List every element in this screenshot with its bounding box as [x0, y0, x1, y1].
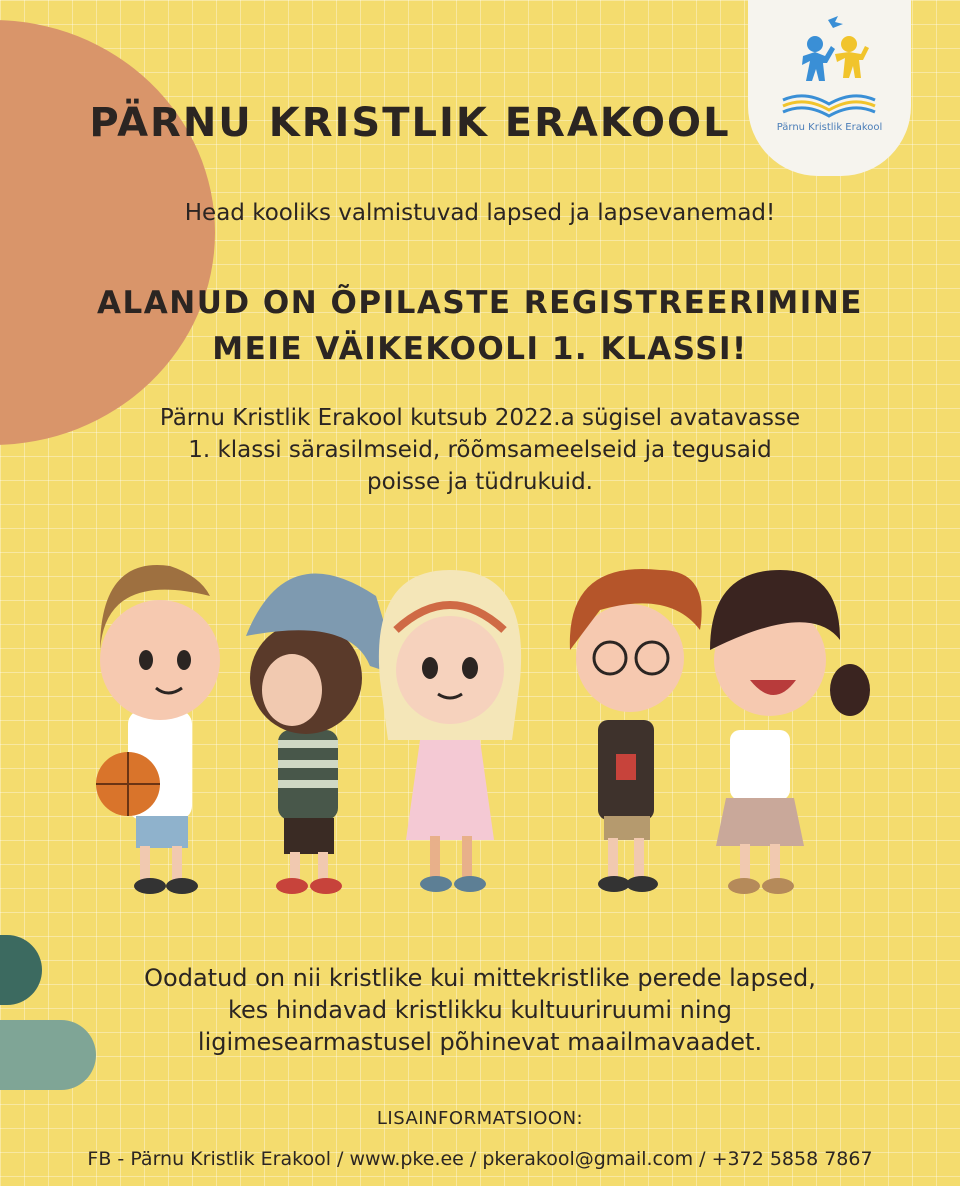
- boy-with-glasses: [570, 569, 702, 892]
- page-title: PÄRNU KRISTLIK ERAKOOL: [89, 100, 731, 146]
- decorative-circle: [0, 20, 215, 445]
- intro-line-3: poisse ja tüdrukuid.: [366, 469, 593, 495]
- closing-line-2: kes hindavad kristlikku kultuuriruumi ning: [227, 996, 733, 1024]
- headline-line-2: MEIE VÄIKEKOOLI 1. KLASSI!: [212, 331, 748, 367]
- more-info-label: LISAINFORMATSIOON:: [376, 1108, 584, 1129]
- intro-line-1: Pärnu Kristlik Erakool kutsub 2022.a sügisel avatavasse: [159, 405, 801, 431]
- children-book-dove-logo-icon: [773, 14, 886, 119]
- school-logo: [748, 0, 911, 176]
- headline-line-1: ALANUD ON ÕPILASTE REGISTREERIMINE: [97, 285, 863, 321]
- intro-paragraph: [40, 402, 920, 498]
- contact-line: FB - Pärnu Kristlik Erakool / www.pke.ee / pkerakool@gmail.com / +372 5858 7867: [87, 1148, 873, 1170]
- girl-with-headband: [379, 570, 521, 892]
- greeting-text: Head kooliks valmistuvad lapsed ja lapsevanemad!: [184, 200, 776, 226]
- registration-headline: [0, 280, 960, 372]
- intro-line-2: 1. klassi särasilmseid, rõõmsameelseid ja tegusaid: [188, 437, 772, 463]
- five-cartoon-children-illustration: [80, 540, 880, 910]
- decorative-teal-bar-top: [0, 935, 42, 1005]
- closing-line-1: Oodatud on nii kristlike kui mittekristlike perede lapsed,: [144, 964, 816, 992]
- logo-text: Pärnu Kristlik Erakool: [776, 122, 883, 133]
- closing-paragraph: [40, 962, 920, 1058]
- closing-line-3: ligimesearmastusel põhinevat maailmavaadet.: [197, 1028, 763, 1056]
- boy-with-basketball: [96, 565, 220, 894]
- laughing-girl: [710, 570, 870, 894]
- boy-with-cap: [246, 574, 400, 895]
